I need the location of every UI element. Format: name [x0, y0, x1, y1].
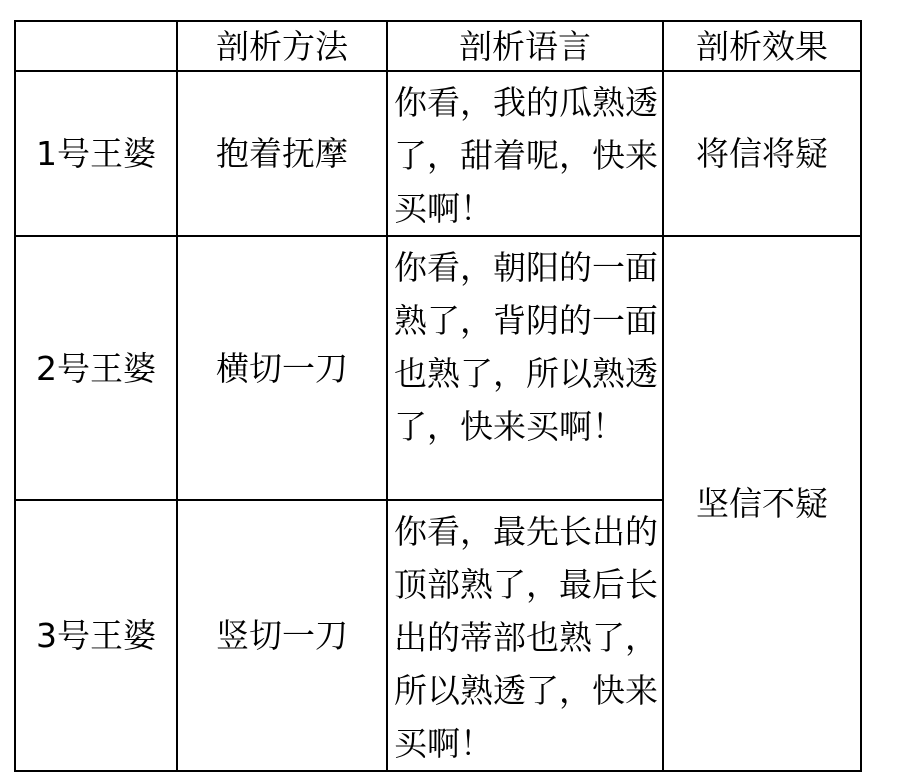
cut-method: 竖切一刀 — [177, 500, 387, 771]
header-effect: 剖析效果 — [663, 21, 861, 71]
header-language: 剖析语言 — [387, 21, 663, 71]
cut-method: 横切一刀 — [177, 236, 387, 500]
table-row — [15, 71, 861, 236]
seller-name: 1号王婆 — [15, 71, 177, 236]
effect-cell-merged: 坚信不疑 — [663, 236, 861, 771]
cut-method: 抱着抚摩 — [177, 71, 387, 236]
header-row — [15, 21, 861, 71]
sales-language: 你看，朝阳的一面熟了，背阴的一面也熟了，所以熟透了，快来买啊！ — [387, 236, 663, 500]
sales-language: 你看，我的瓜熟透了，甜着呢，快来买啊！ — [387, 71, 663, 236]
sales-language: 你看，最先长出的顶部熟了，最后长出的蒂部也熟了，所以熟透了，快来买啊！ — [387, 500, 663, 771]
header-method: 剖析方法 — [177, 21, 387, 71]
analysis-table — [14, 20, 862, 772]
seller-name: 3号王婆 — [15, 500, 177, 771]
table-row — [15, 236, 861, 500]
header-corner-cell — [15, 21, 177, 71]
seller-name: 2号王婆 — [15, 236, 177, 500]
effect-cell: 将信将疑 — [663, 71, 861, 236]
